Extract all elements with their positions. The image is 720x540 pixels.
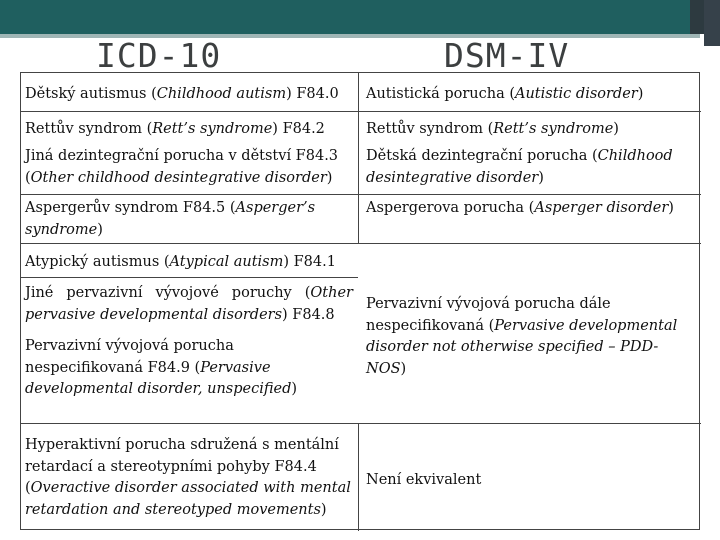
icd-childhood-autism: Dětský autismus (Childhood autism) F84.0 [25, 86, 339, 102]
icd-overactive-disorder: Hyperaktivní porucha sdružená s mentální retardací a stereotypními pohyby F84.4 (Overactive disorder associated with mental retardation and stereotyped movements) [25, 437, 351, 518]
icd-rett-syndrome: Rettův syndrom (Rett’s syndrome) F84.2 [25, 121, 325, 137]
dsm-autistic-disorder: Autistická porucha (Autistic disorder) [366, 86, 644, 102]
row-divider [21, 194, 701, 195]
heading-icd10: ICD-10 [96, 36, 222, 75]
icd-asperger-syndrome: Aspergerův syndrom F84.5 (Asperger’s syndrome) [25, 200, 316, 238]
icd-atypical-autism: Atypický autismus (Atypical autism) F84.1 [25, 254, 336, 270]
comparison-table [20, 72, 700, 530]
header-band [0, 0, 700, 34]
row-divider [21, 243, 701, 244]
heading-dsm4: DSM-IV [444, 36, 570, 75]
row-divider [21, 423, 701, 424]
dsm-rett-syndrome: Rettův syndrom (Rett’s syndrome) [366, 121, 619, 137]
dsm-pdd-nos: Pervazivní vývojová porucha dále nespecifikovaná (Pervasive developmental disorder not otherwise specified – PDD-NOS) [366, 296, 678, 377]
icd-pervasive-unspecified: Pervazivní vývojová porucha nespecifikovaná F84.9 (Pervasive developmental disorder, unspecified) [25, 338, 298, 397]
header-corner-block [704, 0, 720, 46]
column-divider [358, 73, 359, 243]
row-divider [21, 277, 358, 278]
icd-other-pervasive: Jiné pervazivní vývojové poruchy (Other pervasive developmental disorders) F84.8 [25, 285, 353, 323]
row-divider [21, 111, 701, 112]
dsm-childhood-disintegrative: Dětská dezintegrační porucha (Childhood desintegrative disorder) [366, 148, 673, 186]
dsm-no-equivalent: Není ekvivalent [366, 472, 482, 488]
header-accent-block [690, 0, 704, 34]
dsm-asperger-disorder: Aspergerova porucha (Asperger disorder) [366, 200, 674, 216]
column-divider [358, 423, 359, 531]
icd-other-disintegrative: Jiná dezintegrační porucha v dětství F84.3 (Other childhood desintegrative disorder) [25, 148, 339, 186]
